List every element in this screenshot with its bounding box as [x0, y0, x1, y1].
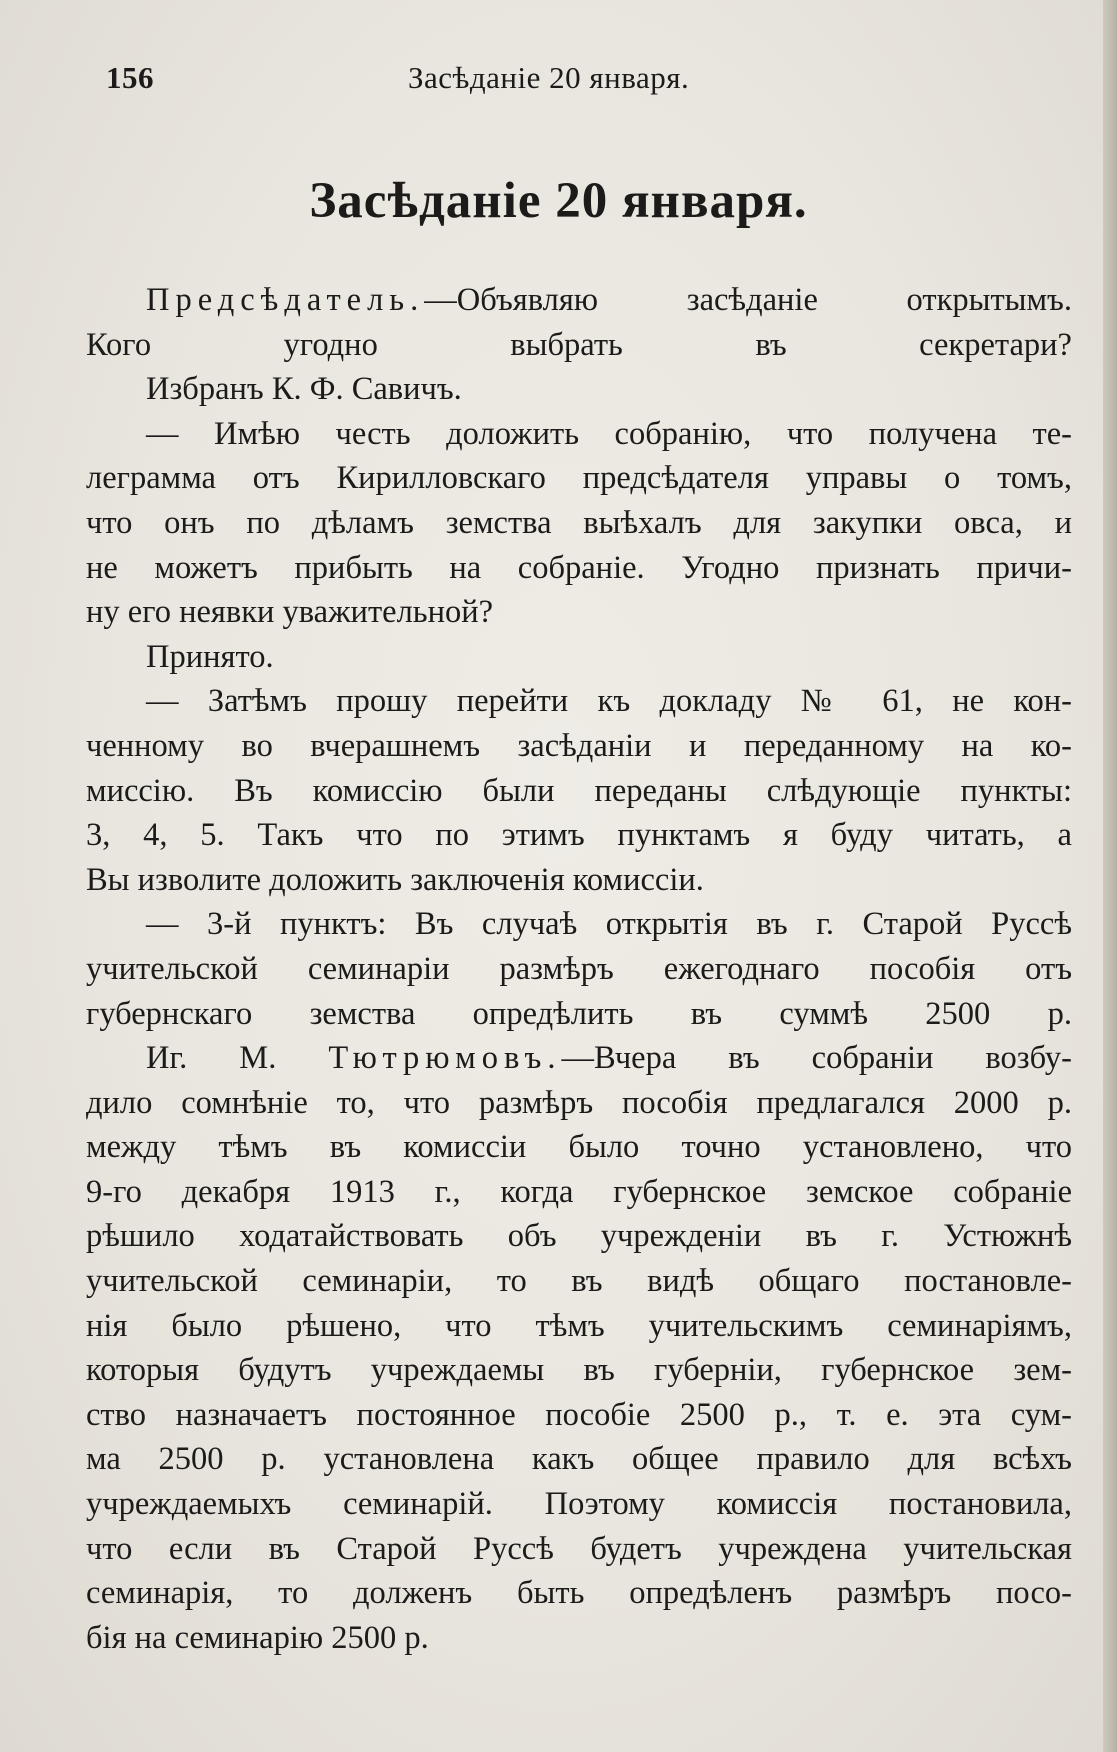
speaker-name: Предсѣдатель.: [146, 282, 425, 318]
body-text: [86, 278, 1072, 1660]
running-title: Засѣданіе 20 января.: [408, 60, 690, 95]
text-line: учительской семинаріи размѣръ ежегоднаго пособія отъ: [86, 950, 1072, 987]
text-line: Избранъ К. Ф. Савичъ.: [146, 371, 462, 408]
text-line: что онъ по дѣламъ земства выѣхалъ для закупки овса, и: [86, 504, 1072, 541]
text-line: миссію. Въ комиссію были переданы слѣдующіе пункты:: [86, 772, 1072, 809]
text-line: которыя будутъ учреждаемы въ губерніи, губернское зем-: [86, 1352, 1072, 1389]
text-line: нія было рѣшено, что тѣмъ учительскимъ семинаріямъ,: [86, 1307, 1072, 1344]
text-line: — Затѣмъ прошу перейти къ докладу № 61, не кон-: [146, 683, 1072, 720]
speaker-initials: Иг. М.: [146, 1040, 277, 1077]
text-line: ство назначаетъ постоянное пособіе 2500 р., т. е. эта сум-: [86, 1396, 1072, 1433]
text-line: ма 2500 р. установлена какъ общее правило для всѣхъ: [86, 1441, 1072, 1478]
text-line: дило сомнѣніе то, что размѣръ пособія предлагался 2000 р.: [86, 1084, 1072, 1121]
text-line: ченному во вчерашнемъ засѣданіи и переданному на ко-: [86, 727, 1072, 764]
page-number: 156: [106, 60, 154, 95]
text-line: рѣшило ходатайствовать объ учрежденіи въ г. Устюжнѣ: [86, 1218, 1072, 1255]
text-line: ну его неявки уважительной?: [86, 594, 494, 631]
text-line: Вы изволите доложить заключенія комиссіи.: [86, 861, 704, 898]
text-line: — Имѣю честь доложить собранію, что получена те-: [146, 415, 1072, 452]
running-head: [88, 58, 1048, 102]
text-line: Принято.: [146, 638, 274, 675]
text-line: 9-го декабря 1913 г., когда губернское земское собраніе: [86, 1173, 1072, 1210]
text-line: учреждаемыхъ семинарій. Поэтому комиссія постановила,: [86, 1486, 1072, 1523]
text-line: семинарія, то долженъ быть опредѣленъ размѣръ посо-: [86, 1575, 1072, 1612]
text-line: Иг. М. Тютрюмовъ.—Вчера въ собраніи возбу-: [146, 1040, 1073, 1077]
text-line: Предсѣдатель.—Объявляю засѣданіе открытымъ.: [146, 282, 1072, 318]
text-line: 3, 4, 5. Такъ что по этимъ пунктамъ я буду читать, а: [86, 817, 1072, 854]
text-line: бія на семинарію 2500 р.: [86, 1619, 429, 1656]
text-line: не можетъ прибыть на собраніе. Угодно признать причи-: [86, 549, 1072, 586]
text-line: Кого угодно выбрать въ секретари?: [86, 326, 1072, 363]
speaker-name: Тютрюмовъ.: [328, 1040, 562, 1077]
text-line: — 3-й пунктъ: Въ случаѣ открытія въ г. Старой Руссѣ: [146, 906, 1072, 943]
page-edge-shadow: [1103, 0, 1117, 1752]
text-line: леграмма отъ Кирилловскаго предсѣдателя управы о томъ,: [86, 460, 1072, 497]
text-line: между тѣмъ въ комиссіи было точно установлено, что: [86, 1129, 1072, 1166]
text-line: учительской семинаріи, то въ видѣ общаго постановле-: [86, 1263, 1072, 1300]
text-line: что если въ Старой Руссѣ будетъ учреждена учительская: [86, 1530, 1072, 1567]
text-line: губернскаго земства опредѣлить въ суммѣ 2500 р.: [86, 995, 1072, 1032]
section-title: Засѣданіе 20 января.: [309, 173, 808, 229]
